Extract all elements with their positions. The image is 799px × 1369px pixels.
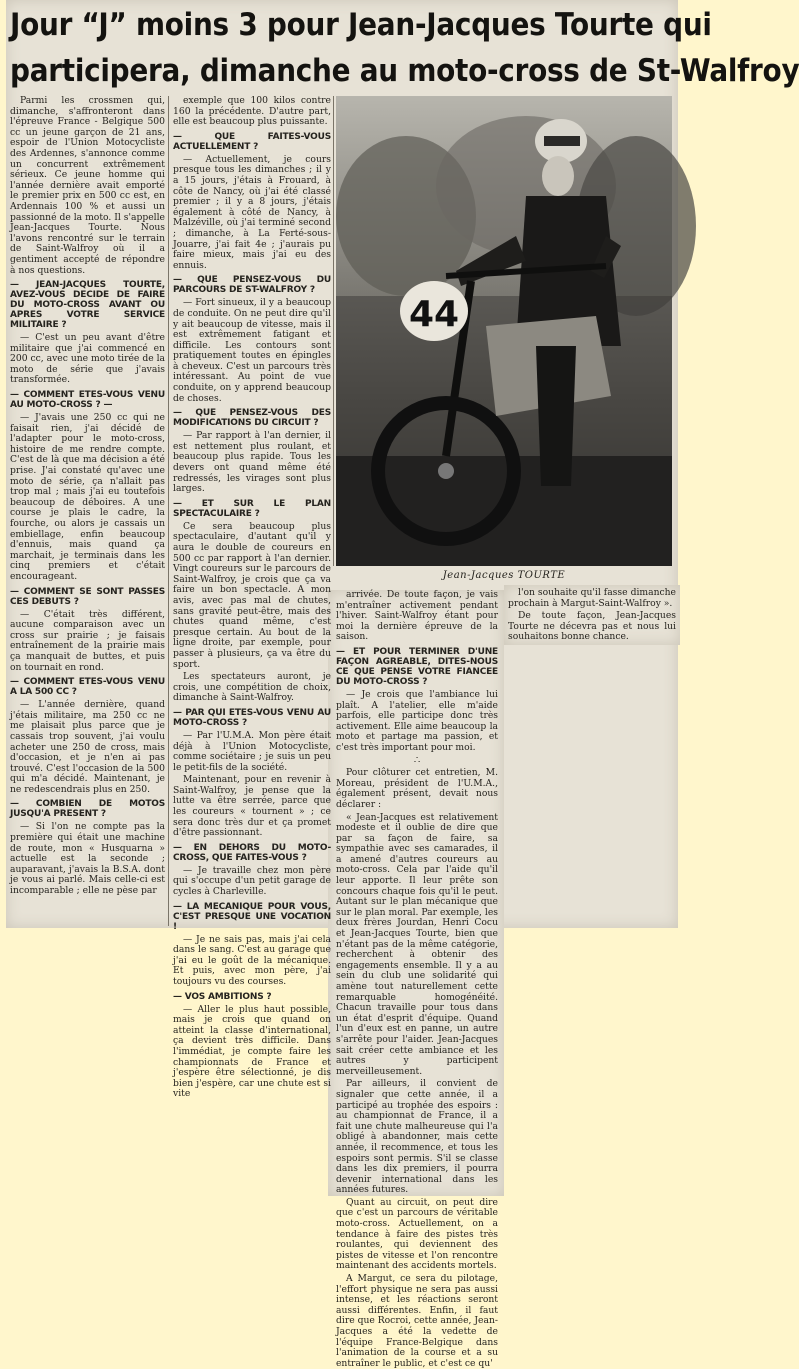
question-heading: — PAR QUI ETES-VOUS VENU AU MOTO-CROSS ? bbox=[173, 707, 331, 728]
paragraph: — J'avais une 250 cc qui ne faisait rien, j'ai décidé de l'adapter pour le moto-cross, histoire de me rendre compte. C'est de là que ma décision a été prise. J'ai constaté qu'avec une moto de série, ça n'allait pas trop mal ; mais j'ai eu toutefois beaucoup de déboires. A une course je plais le cadre, la fourche, ou alors je cassais un embiellage, enfin beaucoup d'ennuis, mais quand ça marchait, je terminais dans les cinq premiers et c'était encourageant. bbox=[10, 412, 165, 582]
question-heading: — EN DEHORS DU MOTO-CROSS, QUE FAITES-VOUS ? bbox=[173, 842, 331, 863]
paragraph: l'on souhaite qu'il fasse dimanche prochain à Margut-Saint-Walfroy ». bbox=[508, 587, 676, 609]
paragraph: Parmi les crossmen qui, dimanche, s'affronteront dans l'épreuve France - Belgique 500 cc un jeune garçon de 21 ans, espoir de l'Union Motocycliste des Ardennes, s'annonce comme un concurrent extrêmement sérieux. Ce jeune homme qui l'année dernière avait emporté le premier prix en 500 cc est, en Ardennais 100 % et aussi un passionné de la moto. Il s'appelle Jean-Jacques Tourte. Nous l'avons rencontré sur le terrain de Saint-Walfroy où il a gentiment accepté de répondre à nos questions. bbox=[10, 95, 165, 276]
question-heading: — ET POUR TERMINER D'UNE FAÇON AGREABLE, DITES-NOUS CE QUE PENSE VOTRE FIANCEE DU MOTO-CROSS ? bbox=[336, 646, 498, 687]
paragraph: Pour clôturer cet entretien, M. Moreau, président de l'U.M.A., également présent, devait nous déclarer : bbox=[336, 767, 498, 810]
section-separator: ∴ bbox=[413, 754, 421, 766]
column-divider bbox=[168, 96, 169, 926]
paragraph: Les spectateurs auront, je crois, une compétition de choix, dimanche à Saint-Walfroy. bbox=[173, 671, 331, 704]
question-heading: — COMMENT SE SONT PASSES CES DEBUTS ? bbox=[10, 586, 165, 607]
paragraph: — Je travaille chez mon père qui s'occupe d'un petit garage de cycles à Charleville. bbox=[173, 864, 331, 898]
question-heading: — COMMENT ETES-VOUS VENU AU MOTO-CROSS ? — bbox=[10, 390, 165, 411]
article-column-2 bbox=[173, 95, 331, 1100]
question-heading: — QUE PENSEZ-VOUS DES MODIFICATIONS DU CIRCUIT ? bbox=[173, 408, 331, 429]
question-heading: — QUE FAITES-VOUS ACTUELLEMENT ? bbox=[173, 131, 331, 152]
headline-line-2: participera, dimanche au moto-cross de St-Walfroy bbox=[10, 53, 799, 89]
paragraph: De toute façon, Jean-Jacques Tourte ne décevra pas et nous lui souhaitons bonne chance. bbox=[508, 610, 676, 643]
paragraph: Quant au circuit, on peut dire que c'est un parcours de véritable moto-cross. Actuellement, on a tendance à faire des pistes très roulantes, qui deviennent des pistes de vitesse et l'on rencontre maintenant des accidents mortels. bbox=[336, 1196, 498, 1272]
paragraph: — Je crois que l'ambiance lui plaît. A l'atelier, elle m'aide parfois, elle participe donc très activement. Elle aime beaucoup la moto et partage ma passion, et c'est très important pour moi. bbox=[336, 688, 498, 753]
article-column-1 bbox=[10, 96, 165, 926]
paragraph: — C'était très différent, aucune comparaison avec un cross sur prairie ; je faisais entraînement de la prairie mais ça manquait de buttes, et puis on tournait en rond. bbox=[10, 608, 165, 673]
question-heading: — JEAN-JACQUES TOURTE, AVEZ-VOUS DECIDE DE FAIRE DU MOTO-CROSS AVANT OU APRES VOTRE SERVICE MILITAIRE ? bbox=[10, 280, 165, 331]
column-divider bbox=[333, 96, 334, 566]
headline bbox=[10, 2, 799, 94]
paragraph: arrivée. De toute façon, je vais m'entraîner activement pendant l'hiver. Saint-Walfroy étant pour moi la dernière épreuve de la saison. bbox=[336, 589, 498, 643]
paragraph: — Si l'on ne compte pas la première qui était une machine de route, mon « Husquarna » actuelle est la seconde ; auparavant, j'avais la B.S.A. dont je vous ai parlé. Mais celle-ci est incomparable ; elle ne pèse par bbox=[10, 821, 165, 897]
paragraph: exemple que 100 kilos contre 160 la précédente. D'autre part, elle est beaucoup plus puissante. bbox=[173, 95, 331, 128]
question-heading: — VOS AMBITIONS ? bbox=[173, 991, 272, 1002]
photo-caption: Jean-Jacques TOURTE bbox=[442, 570, 566, 581]
paragraph: — C'est un peu avant d'être militaire que j'ai commencé en 200 cc, avec une moto tirée de la moto de série que j'avais transformée. bbox=[10, 332, 165, 386]
paragraph: « Jean-Jacques est relativement modeste et il oublie de dire que par sa façon de faire, sa sympathie avec ses camarades, il a amené d'autres coureurs au moto-cross. Cela par l'aide qu'il leur apporte. Il leur prête son concours chaque fois qu'il le peut. Autant sur le plan mécanique que sur le plan moral. Par exemple, les deux frères Jourdan, Henri Cocu et Jean-Jacques Tourte, bien que n'étant pas de la même catégorie, recherchent à obtenir des engagements ensemble. Il y a au sein du club une solidarité qui amène tout naturellement cette remarquable homogénéité. Chacun travaille pour tous dans un état d'esprit d'équipe. Quand l'un d'eux est en panne, un autre s'arrête pour l'aider. Jean-Jacques sait créer cette ambiance et les autres y participent merveilleusement. bbox=[336, 811, 498, 1077]
paragraph: Maintenant, pour en revenir à Saint-Walfroy, je pense que la lutte va être serrée, parce que les coureurs « tournent » ; ce sera donc très dur et ça promet d'être passionnant. bbox=[173, 774, 331, 839]
question-heading: — COMBIEN DE MOTOS JUSQU'A PRESENT ? bbox=[10, 799, 165, 820]
article-column-4 bbox=[508, 588, 676, 644]
race-number: 44 bbox=[408, 294, 460, 335]
paragraph: — L'année dernière, quand j'étais militaire, ma 250 cc ne me plaisait plus parce que je cassais trop souvent, j'ai voulu acheter une 250 de cross, mais d'occasion, et je n'en ai pas trouvé. C'est l'occasion de la 500 qui m'a décidé. Maintenant, je ne redescendrais plus en 250. bbox=[10, 699, 165, 795]
question-heading: — QUE PENSEZ-VOUS DU PARCOURS DE ST-WALFROY ? bbox=[173, 275, 331, 296]
headline-line-1: Jour “J” moins 3 pour Jean-Jacques Tourte qui bbox=[10, 7, 712, 43]
paragraph: — Aller le plus haut possible, mais je crois que quand on atteint la classe d'international, ça devient très difficile. Dans l'immédiat, je compte faire les championnats de France et j'espère être sélectionné, je dis bien j'espère, car une chute est si vite bbox=[173, 1003, 331, 1100]
paragraph: Ce sera beaucoup plus spectaculaire, d'autant qu'il y aura le double de coureurs en 500 cc par rapport à l'an dernier. Vingt coureurs sur le parcours de Saint-Walfroy, je crois que ça va faire un bon spectacle. A mon avis, avec pas mal de chutes, sans gravité peut-être, mais des chutes quand même, c'est presque certain. Au bout de la ligne droite, par exemple, pour passer à plusieurs, ça va être du sport. bbox=[173, 520, 331, 670]
paragraph: — Par rapport à l'an dernier, il est nettement plus roulant, et beaucoup plus rapide. Tous les devers ont quand même été redressés, les virages sont plus larges. bbox=[173, 430, 331, 495]
paragraph: Par ailleurs, il convient de signaler que cette année, il a participé au trophée des espoirs : au championnat de France, il a fait une chute malheureuse qui l'a obligé à abandonner, mais cette année, il recommence, et tous les espoirs sont permis. S'il se classe dans les dix premiers, il pourra devenir international dans les années futures. bbox=[336, 1078, 498, 1196]
question-heading: — COMMENT ETES-VOUS VENU A LA 500 CC ? bbox=[10, 677, 165, 698]
motocross-rider-illustration bbox=[336, 96, 672, 566]
paragraph: — Fort sinueux, il y a beaucoup de conduite. On ne peut dire qu'il y ait beaucoup de vitesse, mais il est extrêmement fatigant et difficile. Les contours sont pratiquement toutes en épingles à cheveux. C'est un parcours très intéressant. Au point de vue conduite, on y apprend beaucoup de choses. bbox=[173, 297, 331, 404]
paragraph: — Actuellement, je cours presque tous les dimanches ; il y a 15 jours, j'étais à Frouard, à côte de Nancy, où j'ai été classé premier ; il y a 8 jours, j'étais également à côté de Nancy, à Malzéville, où j'ai terminé second ; dimanche, à La Ferté-sous-Jouarre, j'ai fait 4e ; j'aurais pu faire mieux, mais j'ai eu des ennuis. bbox=[173, 153, 331, 271]
question-heading: — LA MECANIQUE POUR VOUS, C'EST PRESQUE UNE VOCATION ! bbox=[173, 901, 331, 932]
rider-photo bbox=[336, 96, 672, 566]
paragraph: A Margut, ce sera du pilotage, l'effort physique ne sera pas aussi intense, et les réactions seront aussi différentes. Enfin, il faut dire que Rocroi, cette année, Jean-Jacques a été la vedette de l'équipe France-Belgique dans l'animation de la course et a su entraîner le public, et c'est ce qu' bbox=[336, 1273, 498, 1369]
question-heading: — ET SUR LE PLAN SPECTACULAIRE ? bbox=[173, 498, 331, 519]
paragraph: — Je ne sais pas, mais j'ai cela dans le sang. C'est au garage que j'ai eu le goût de la mécanique. Et puis, avec mon père, j'ai toujours vu des courses. bbox=[173, 933, 331, 987]
article-column-3 bbox=[336, 589, 498, 1369]
paragraph: — Par l'U.M.A. Mon père était déjà à l'Union Motocycliste, comme sociétaire ; je suis un peu le petit-fils de la société. bbox=[173, 729, 331, 773]
